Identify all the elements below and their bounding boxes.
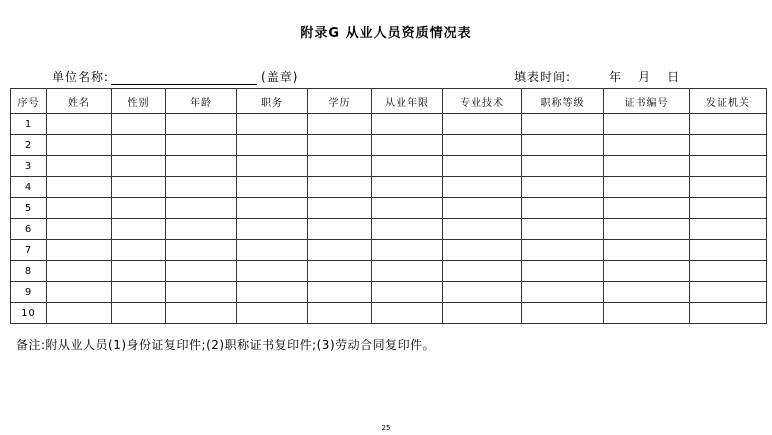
table-cell[interactable]: [112, 261, 166, 282]
table-cell[interactable]: [372, 198, 443, 219]
table-cell[interactable]: [237, 240, 308, 261]
page-title: 附录G 从业人员资质情况表: [300, 26, 472, 41]
table-cell[interactable]: [690, 261, 767, 282]
column-header: 发证机关: [690, 89, 767, 114]
table-cell[interactable]: [372, 303, 443, 324]
table-cell[interactable]: [690, 303, 767, 324]
table-cell[interactable]: [166, 156, 237, 177]
row-number: 4: [11, 177, 47, 198]
column-header: 专业技术: [443, 89, 522, 114]
table-cell[interactable]: [372, 156, 443, 177]
table-cell[interactable]: [237, 156, 308, 177]
table-cell[interactable]: [237, 135, 308, 156]
table-cell[interactable]: [47, 261, 112, 282]
row-number: 8: [11, 261, 47, 282]
table-cell[interactable]: [47, 219, 112, 240]
table-cell[interactable]: [604, 303, 690, 324]
table-cell[interactable]: [522, 135, 604, 156]
table-cell[interactable]: [308, 135, 372, 156]
table-cell[interactable]: [443, 261, 522, 282]
remark-note: 备注:附从业人员(1)身份证复印件;(2)职称证书复印件;(3)劳动合同复印件。: [16, 338, 436, 352]
table-cell[interactable]: [166, 282, 237, 303]
table-cell[interactable]: [443, 240, 522, 261]
table-cell[interactable]: [112, 282, 166, 303]
column-header: 序号: [11, 89, 47, 114]
table-cell[interactable]: [372, 219, 443, 240]
table-cell[interactable]: [690, 156, 767, 177]
table-cell[interactable]: [112, 219, 166, 240]
table-cell[interactable]: [372, 177, 443, 198]
table-cell[interactable]: [237, 198, 308, 219]
table-row: [11, 114, 767, 135]
row-number: 10: [11, 303, 47, 324]
table-body: [11, 114, 767, 324]
table-cell[interactable]: [47, 156, 112, 177]
table-cell[interactable]: [166, 114, 237, 135]
table-cell[interactable]: [372, 240, 443, 261]
table-row: [11, 303, 767, 324]
table-cell[interactable]: [443, 114, 522, 135]
table-cell[interactable]: [443, 135, 522, 156]
table-header-row: [11, 89, 767, 114]
table-cell[interactable]: [166, 303, 237, 324]
table-cell[interactable]: [308, 261, 372, 282]
table-row: [11, 177, 767, 198]
table-cell[interactable]: [604, 219, 690, 240]
table-row: [11, 156, 767, 177]
table-row: [11, 240, 767, 261]
table-cell[interactable]: [308, 198, 372, 219]
table-cell[interactable]: [237, 261, 308, 282]
table-cell[interactable]: [308, 114, 372, 135]
table-cell[interactable]: [112, 303, 166, 324]
table-cell[interactable]: [690, 177, 767, 198]
column-header: 证书编号: [604, 89, 690, 114]
table-cell[interactable]: [690, 135, 767, 156]
table-cell[interactable]: [522, 303, 604, 324]
unit-name-field[interactable]: [111, 70, 257, 85]
table-cell[interactable]: [166, 219, 237, 240]
table-row: [11, 282, 767, 303]
table-cell[interactable]: [237, 303, 308, 324]
table-cell[interactable]: [47, 177, 112, 198]
table-row: [11, 219, 767, 240]
fill-date-label: 填表时间:: [514, 70, 572, 84]
table-cell[interactable]: [604, 156, 690, 177]
table-cell[interactable]: [443, 198, 522, 219]
table-row: [11, 135, 767, 156]
table-cell[interactable]: [690, 282, 767, 303]
column-header: 学历: [308, 89, 372, 114]
table-cell[interactable]: [237, 114, 308, 135]
table-cell[interactable]: [112, 177, 166, 198]
row-number: 9: [11, 282, 47, 303]
table-cell[interactable]: [47, 114, 112, 135]
table-cell[interactable]: [47, 303, 112, 324]
table-cell[interactable]: [372, 261, 443, 282]
table-cell[interactable]: [443, 282, 522, 303]
row-number: 1: [11, 114, 47, 135]
table-cell[interactable]: [604, 282, 690, 303]
table-cell[interactable]: [443, 156, 522, 177]
table-cell[interactable]: [308, 240, 372, 261]
table-cell[interactable]: [604, 114, 690, 135]
table-cell[interactable]: [604, 261, 690, 282]
column-header: 性别: [112, 89, 166, 114]
table-cell[interactable]: [166, 240, 237, 261]
table-cell[interactable]: [112, 114, 166, 135]
table-cell[interactable]: [443, 303, 522, 324]
row-number: 6: [11, 219, 47, 240]
table-cell[interactable]: [237, 177, 308, 198]
table-cell[interactable]: [522, 261, 604, 282]
table-row: [11, 261, 767, 282]
table-cell[interactable]: [112, 135, 166, 156]
year-label: 年: [609, 70, 623, 84]
row-number: 3: [11, 156, 47, 177]
row-number: 5: [11, 198, 47, 219]
table-cell[interactable]: [604, 240, 690, 261]
table-cell[interactable]: [308, 219, 372, 240]
day-label: 日: [667, 70, 681, 84]
column-header: 职务: [237, 89, 308, 114]
table-cell[interactable]: [690, 114, 767, 135]
table-cell[interactable]: [237, 219, 308, 240]
table-cell[interactable]: [604, 135, 690, 156]
table-cell[interactable]: [47, 198, 112, 219]
table-cell[interactable]: [443, 177, 522, 198]
table-cell[interactable]: [308, 156, 372, 177]
table-cell[interactable]: [308, 303, 372, 324]
staff-qualification-table: [10, 88, 767, 324]
table-cell[interactable]: [47, 240, 112, 261]
row-number: 2: [11, 135, 47, 156]
table-row: [11, 198, 767, 219]
fill-date-row: [514, 68, 680, 85]
table-cell[interactable]: [522, 156, 604, 177]
table-cell[interactable]: [166, 177, 237, 198]
unit-name-label: 单位名称:: [52, 70, 110, 84]
table-cell[interactable]: [522, 240, 604, 261]
column-header: 职称等级: [522, 89, 604, 114]
table-cell[interactable]: [690, 240, 767, 261]
table-cell[interactable]: [522, 282, 604, 303]
table-cell[interactable]: [166, 261, 237, 282]
table-cell[interactable]: [372, 135, 443, 156]
table-cell[interactable]: [308, 282, 372, 303]
table-cell[interactable]: [166, 198, 237, 219]
table-cell[interactable]: [372, 282, 443, 303]
table-cell[interactable]: [522, 198, 604, 219]
table-cell[interactable]: [522, 114, 604, 135]
table-cell[interactable]: [372, 114, 443, 135]
table-cell[interactable]: [237, 282, 308, 303]
table-cell[interactable]: [522, 177, 604, 198]
column-header: 姓名: [47, 89, 112, 114]
table-cell[interactable]: [308, 177, 372, 198]
table-cell[interactable]: [112, 240, 166, 261]
row-number: 7: [11, 240, 47, 261]
table-cell[interactable]: [690, 219, 767, 240]
month-label: 月: [638, 70, 652, 84]
table-cell[interactable]: [443, 219, 522, 240]
unit-name-row: [52, 68, 298, 85]
table-cell[interactable]: [47, 135, 112, 156]
table-cell[interactable]: [604, 177, 690, 198]
table-cell[interactable]: [522, 219, 604, 240]
table-cell[interactable]: [166, 135, 237, 156]
table-cell[interactable]: [112, 156, 166, 177]
table-cell[interactable]: [47, 282, 112, 303]
column-header: 从业年限: [372, 89, 443, 114]
table-cell[interactable]: [690, 198, 767, 219]
stamp-label: (盖章): [261, 70, 299, 84]
column-header: 年龄: [166, 89, 237, 114]
page-number: 25: [381, 424, 391, 432]
table-cell[interactable]: [604, 198, 690, 219]
table-cell[interactable]: [112, 198, 166, 219]
